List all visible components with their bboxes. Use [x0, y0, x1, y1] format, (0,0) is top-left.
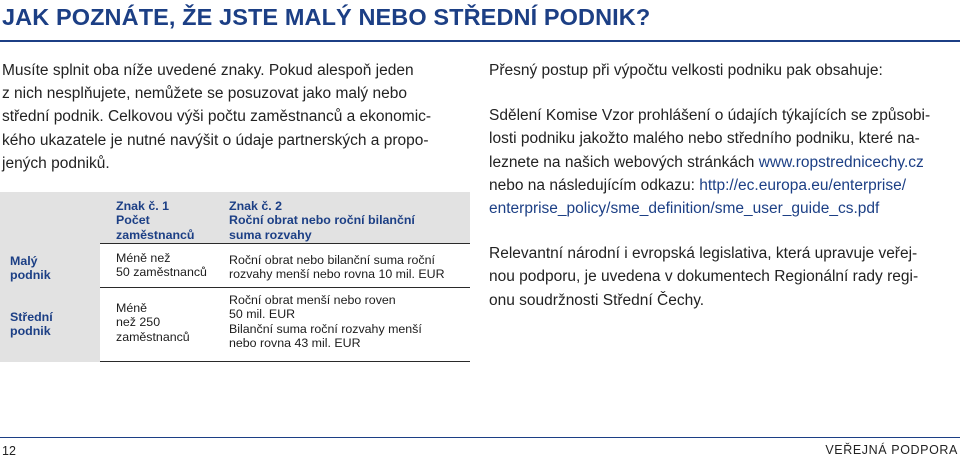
intro-paragraph — [2, 59, 442, 175]
reference-line — [489, 197, 959, 220]
cell-text: Méně než — [116, 251, 171, 265]
table-cell-maly-employees — [116, 251, 207, 280]
ec-guide-link-part2[interactable]: enterprise_policy/sme_definition/sme_user_guide_cs.pdf — [489, 200, 880, 218]
table-row-divider — [100, 243, 470, 244]
table-row-divider — [100, 287, 470, 288]
row-label-text: Malý — [10, 254, 38, 268]
criteria-table — [0, 192, 470, 362]
row-label-text: Střední — [10, 310, 53, 324]
table-header-col1 — [116, 199, 195, 242]
cell-text: 50 zaměstnanců — [116, 265, 207, 280]
header-text: Počet — [116, 213, 150, 228]
intro-line: z nich nesplňujete, nemůžete se posuzovat jako malý nebo — [2, 85, 407, 103]
cell-text: Méně — [116, 301, 147, 315]
table-cell-stredni-turnover — [229, 293, 422, 351]
header-text: Znak č. 1 — [116, 199, 170, 213]
reference-line — [489, 151, 959, 174]
table-cell-stredni-employees — [116, 301, 190, 344]
cell-text: rozvahy menší nebo rovna 10 mil. EUR — [229, 267, 445, 282]
procedure-intro: Přesný postup při výpočtu velkosti podniku pak obsahuje: — [489, 62, 883, 79]
paragraph-gap — [489, 220, 959, 242]
table-row-divider — [100, 361, 470, 362]
table-header-col2 — [229, 199, 415, 242]
reference-text: leznete na našich webových stránkách — [489, 153, 759, 171]
reference-line: losti podniku jakožto malého nebo středního podniku, které na- — [489, 130, 920, 148]
heading-rule — [0, 40, 960, 42]
page-heading: JAK POZNÁTE, ŽE JSTE MALÝ NEBO STŘEDNÍ PODNIK? — [2, 4, 651, 30]
header-text: zaměstnanců — [116, 227, 195, 242]
reference-line: Sdělení Komise Vzor prohlášení o údajích týkajících se způsobi- — [489, 107, 931, 125]
ec-guide-link-part1[interactable]: http://ec.europa.eu/enterprise/ — [699, 176, 907, 194]
table-row-label-stredni — [10, 310, 53, 339]
paragraph-gap — [489, 82, 959, 104]
table-cell-maly-turnover — [229, 253, 445, 282]
row-label-text: podnik — [10, 324, 51, 339]
footer-section-title: VEŘEJNÁ PODPORA — [825, 443, 958, 457]
reference-line — [489, 174, 959, 197]
intro-line: Musíte splnit oba níže uvedené znaky. Pokud alespoň jeden — [2, 62, 414, 79]
legislation-line: nou podporu, je uvedena v dokumentech Regionální rady regi- — [489, 268, 919, 286]
cell-text: nebo rovna 43 mil. EUR — [229, 336, 361, 351]
cell-text: Bilanční suma roční rozvahy menší — [229, 321, 422, 336]
intro-line: střední podnik. Celkovou výši počtu zaměstnanců a ekonomic- — [2, 108, 432, 126]
header-text: Roční obrat nebo roční bilanční — [229, 213, 415, 228]
legislation-line: onu soudržnosti Střední Čechy. — [489, 291, 705, 309]
footer-rule — [0, 437, 960, 438]
website-link[interactable]: www.ropstrednicechy.cz — [758, 153, 924, 171]
intro-line: kého ukazatele je nutné navýšit o údaje partnerských a propo- — [2, 131, 429, 149]
cell-text: než 250 — [116, 315, 161, 330]
intro-line: jených podniků. — [2, 154, 110, 172]
page-number: 12 — [2, 444, 16, 458]
header-text: suma rozvahy — [229, 227, 312, 242]
legislation-line: Relevantní národní i evropská legislativa, která upravuje veřej- — [489, 245, 918, 263]
cell-text: Roční obrat nebo bilanční suma roční — [229, 253, 435, 267]
cell-text: zaměstnanců — [116, 329, 190, 344]
reference-text: nebo na následujícím odkazu: — [489, 176, 700, 194]
right-column — [489, 59, 959, 312]
cell-text: 50 mil. EUR — [229, 307, 296, 322]
table-row-label-maly — [10, 254, 51, 283]
row-label-text: podnik — [10, 268, 51, 283]
header-text: Znak č. 2 — [229, 199, 283, 213]
cell-text: Roční obrat menší nebo roven — [229, 293, 396, 307]
